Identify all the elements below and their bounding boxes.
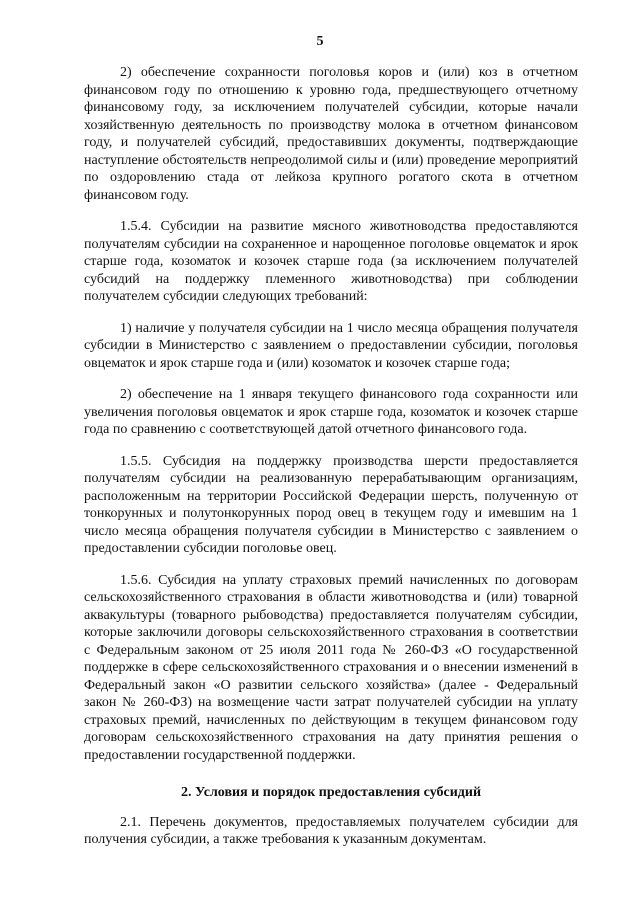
paragraph-requirement-2: 2) обеспечение на 1 января текущего финансового года сохранности или увеличения поголовья овцематок и ярок старше года, козоматок и козочек старше года по сравнению с соответствующей датой отчетного финансового года. bbox=[84, 387, 578, 437]
paragraph-1-5-4-meat-livestock: 1.5.4. Субсидии на развитие мясного животноводства предоставляются получателям субсидии на сохраненное и нарощенное поголовье овцематок и ярок старше года, козоматок и козочек старше года (за исключением получателей субсидий на поддержку племенного животноводства) при соблюдении получателем субсидии следующих требований: bbox=[84, 219, 578, 304]
paragraph-requirement-1: 1) наличие у получателя субсидии на 1 число месяца обращения получателя субсидии в Министерство с заявлением о предоставлении субсидии, поголовья овцематок и ярок старше года и (или) козоматок и козочек старше года; bbox=[84, 320, 578, 371]
paragraph-1-5-5-wool-production: 1.5.5. Субсидия на поддержку производства шерсти предоставляется получателям субсидии на реализованную перерабатывающим организациям, расположенным на территории Российской Федерации шерсть, полученную от тонкорунных и полутонкорунных пород овец в текущем году и имевшим на 1 число месяца обращения получателя субсидии в Министерство с заявлением о предоставлении субсидии поголовье овец. bbox=[84, 453, 578, 556]
page-number: 5 bbox=[316, 34, 324, 49]
section-heading: 2. Условия и порядок предоставления субсидий bbox=[180, 785, 482, 800]
paragraph-2-1-documents: 2.1. Перечень документов, предоставляемых получателем субсидии для получения субсидии, а также требования к указанным документам. bbox=[84, 814, 578, 847]
paragraph-1-5-6-insurance-premiums: 1.5.6. Субсидия на уплату страховых премий начисленных по договорам сельскохозяйственного страхования в области животноводства и (или) товарной аквакультуры (товарного рыбоводства) предоставляется получателям субсидии, которые заключили договоры сельскохозяйственного страхования в соответствии с Федеральным законом от 25 июля 2011 года № 260-ФЗ «О государственной поддержке в сфере сельскохозяйственного страхования и о внесении изменений в Федеральный закон «О развитии сельского хозяйства» (далее - Федеральный закон № 260-ФЗ) на возмещение части затрат получателей субсидии на уплату страховых премий, начисленных по действующим в текущем финансовом году договорам сельскохозяйственного страхования на дату принятия решения о предоставлении государственной поддержки. bbox=[84, 572, 578, 763]
paragraph-cow-goat-herd-retention: 2) обеспечение сохранности поголовья коров и (или) коз в отчетном финансовом году по отношению к уровню года, предшествующего отчетному финансовому году, за исключением получателей субсидии, которые начали хозяйственную деятельность по производству молока в отчетном финансовом году, и получателей субсидий, предоставивших документы, подтверждающие наступление обстоятельств непреодолимой силы и (или) проведение мероприятий по оздоровлению стада от лейкоза крупного рогатого скота в отчетном финансовом году. bbox=[84, 65, 578, 203]
document-body bbox=[84, 64, 578, 863]
